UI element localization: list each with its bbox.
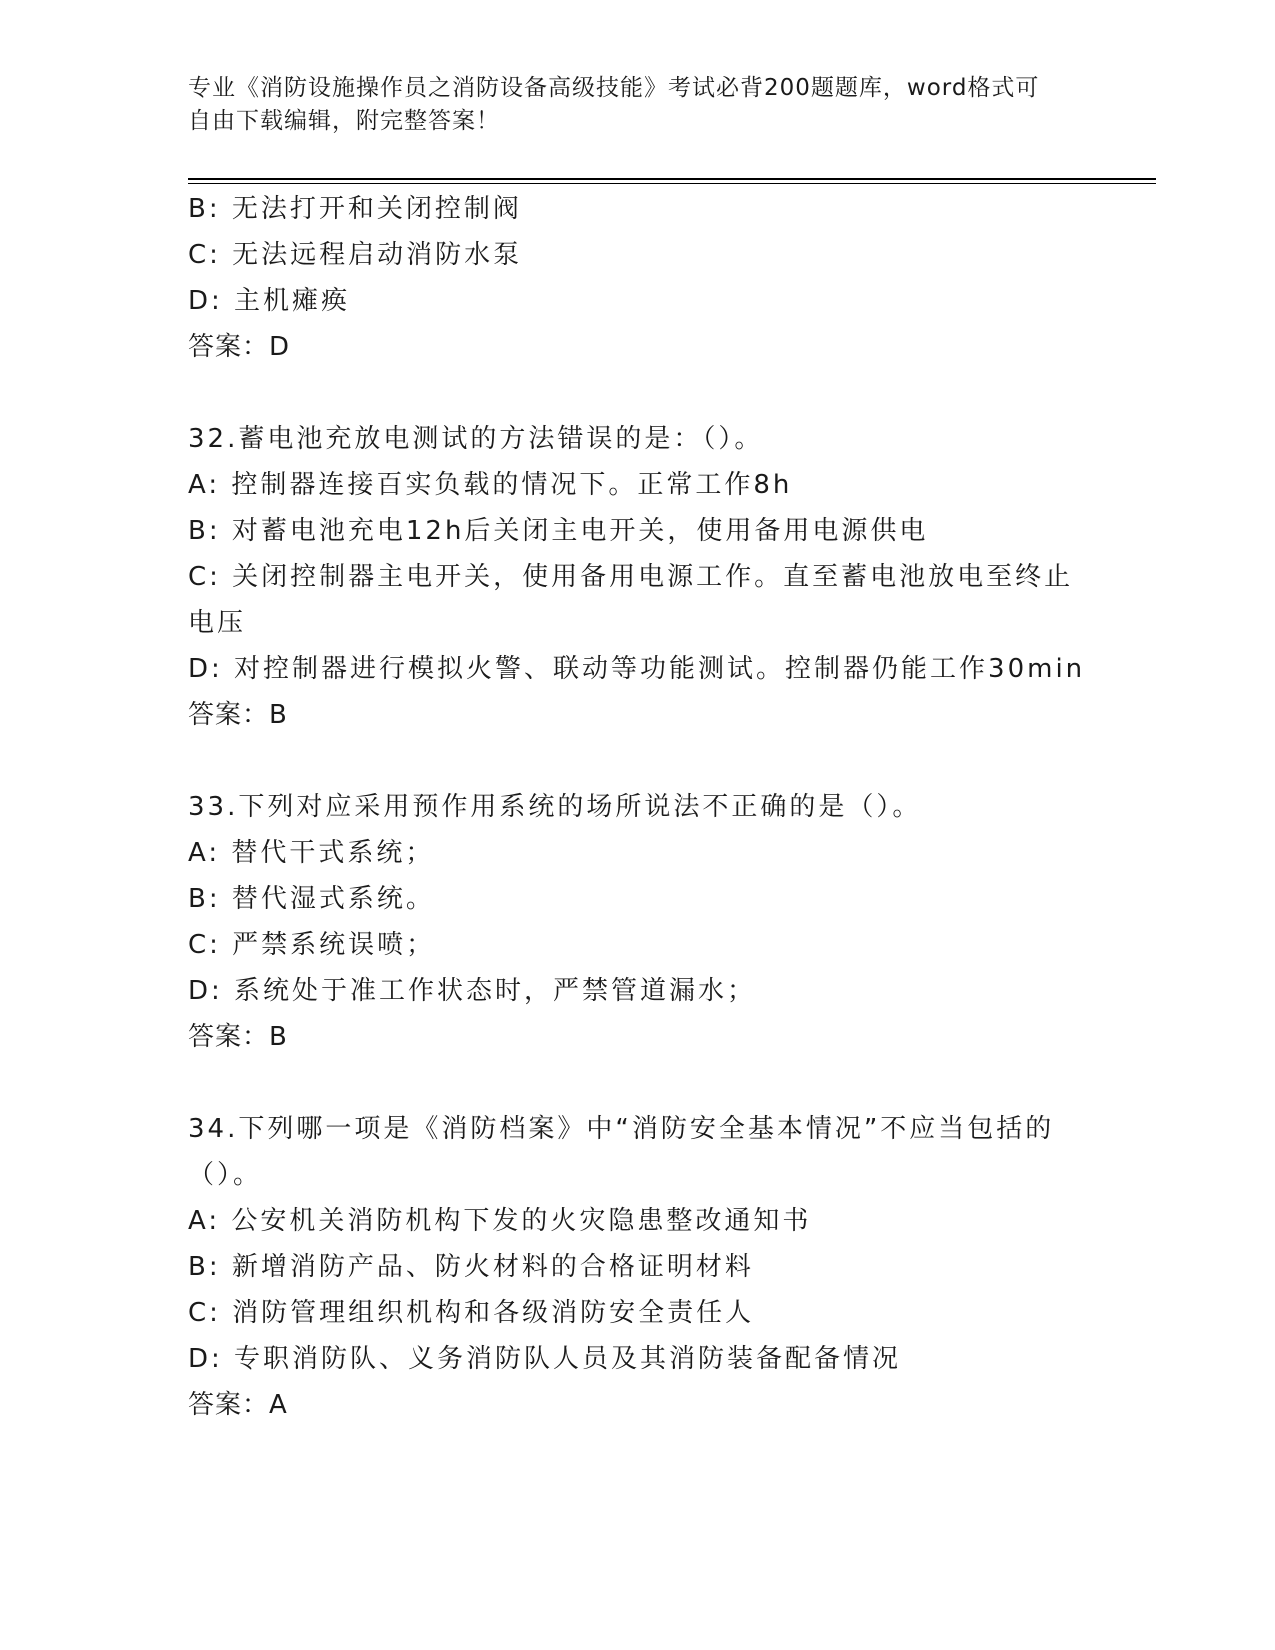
answer: 答案：B: [188, 1022, 288, 1052]
answer: 答案：D: [188, 332, 291, 362]
header-divider-thick: [188, 178, 1156, 180]
option-c-continued: 电压: [188, 608, 247, 638]
question-list: [188, 186, 1088, 1428]
option-a: A: 公安机关消防机构下发的火灾隐患整改通知书: [188, 1206, 812, 1236]
header-divider-thin: [188, 183, 1156, 184]
option-b: B: 替代湿式系统。: [188, 884, 435, 914]
option-b: B: 对蓄电池充电12h后关闭主电开关，使用备用电源供电: [188, 516, 929, 546]
option-c: C: 无法远程启动消防水泵: [188, 240, 523, 270]
question-text: 32.蓄电池充放电测试的方法错误的是：（）。: [188, 424, 764, 454]
option-b: B: 新增消防产品、防火材料的合格证明材料: [188, 1252, 754, 1282]
option-d: D: 对控制器进行模拟火警、联动等功能测试。控制器仍能工作30min: [188, 654, 1086, 684]
option-d: D: 专职消防队、义务消防队人员及其消防装备配备情况: [188, 1344, 902, 1374]
header-line-1: 专业《消防设施操作员之消防设备高级技能》考试必背200题题库，word格式可: [188, 75, 1040, 101]
option-a: A: 替代干式系统；: [188, 838, 435, 868]
answer: 答案：B: [188, 700, 288, 730]
option-a: A: 控制器连接百实负载的情况下。正常工作8h: [188, 470, 793, 500]
header-line-2: 自由下载编辑，附完整答案！: [188, 108, 500, 134]
question-32: [188, 416, 1088, 738]
spacer: [188, 1060, 1088, 1106]
option-c: C: 消防管理组织机构和各级消防安全责任人: [188, 1298, 755, 1328]
question-34: [188, 1106, 1088, 1428]
answer: 答案：A: [188, 1390, 288, 1420]
spacer: [188, 738, 1088, 784]
question-text-continued: （）。: [188, 1160, 263, 1190]
option-c: C: 关闭控制器主电开关，使用备用电源工作。直至蓄电池放电至终止: [188, 562, 1074, 592]
option-b: B: 无法打开和关闭控制阀: [188, 194, 522, 224]
question-33: [188, 784, 1088, 1060]
question-31: [188, 186, 1088, 370]
question-text: 34.下列哪一项是《消防档案》中“消防安全基本情况”不应当包括的: [188, 1114, 1055, 1144]
option-d: D: 主机瘫痪: [188, 286, 351, 316]
document-header: [188, 72, 1068, 138]
option-d: D: 系统处于准工作状态时，严禁管道漏水；: [188, 976, 757, 1006]
option-c: C: 严禁系统误喷；: [188, 930, 436, 960]
question-text: 33.下列对应采用预作用系统的场所说法不正确的是（）。: [188, 792, 922, 822]
spacer: [188, 370, 1088, 416]
